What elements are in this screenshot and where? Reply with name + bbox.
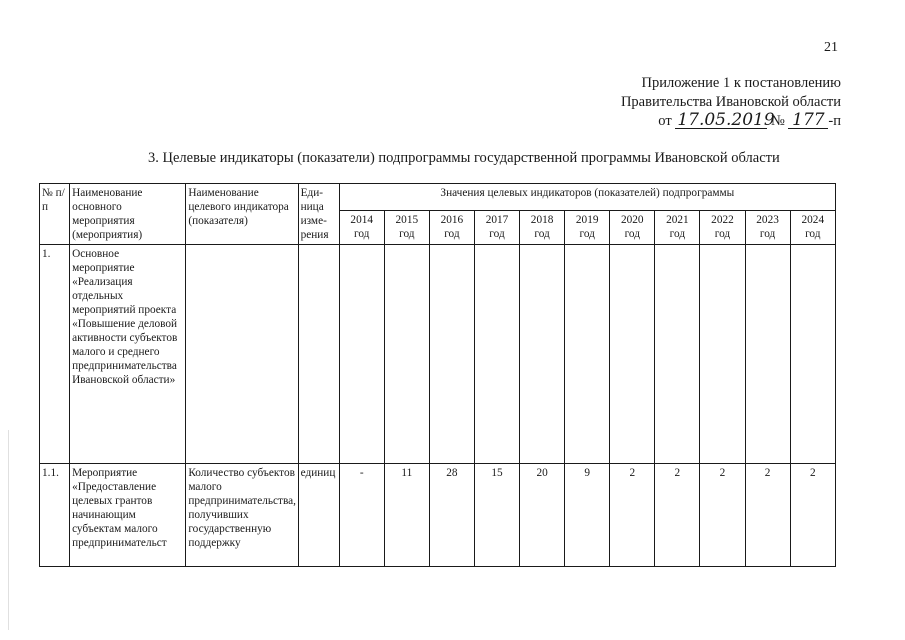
cell-value [474,245,519,464]
year-word: год [669,228,686,240]
cell-value [655,245,700,464]
number-suffix: -п [828,113,841,129]
from-label: от [658,113,672,129]
handwritten-date: 17.05.2019 [677,110,775,130]
year-number: 2020 [620,214,644,226]
approval-block [621,74,841,131]
header-year [474,211,519,245]
header-year [745,211,790,245]
cell-value [700,245,745,464]
header-num: № п/п [40,184,70,245]
header-year [339,211,384,245]
cell-event: Мероприятие «Предоставление целевых грантов начинающим субъектам малого предпринимательст [70,464,186,567]
cell-num: 1. [40,245,70,464]
cell-value: 2 [700,464,745,567]
cell-value [520,245,565,464]
header-year [565,211,610,245]
year-word: год [624,228,640,240]
cell-value: 2 [790,464,835,567]
cell-unit: единиц [298,464,339,567]
header-values-group: Значения целевых индикаторов (показателей) подпрограммы [339,184,835,211]
year-word: год [714,228,731,240]
cell-value: 2 [655,464,700,567]
year-word: год [805,228,821,240]
cell-indicator: Количество субъектов малого предпринимательства, получивших государственную поддержку [186,464,298,567]
year-number: 2016 [440,214,464,226]
cell-value [790,245,835,464]
header-year [384,211,429,245]
year-number: 2017 [485,214,509,226]
indicators-table [39,183,836,567]
number-label: № [770,113,785,129]
year-number: 2023 [756,214,779,226]
year-number: 2018 [530,214,554,226]
cell-unit [298,245,339,464]
cell-indicator [186,245,298,464]
year-word: год [399,228,415,240]
year-word: год [534,228,550,240]
approval-line-1: Приложение 1 к постановлению [641,75,841,91]
year-number: 2021 [666,214,689,226]
cell-num: 1.1. [40,464,70,567]
year-word: год [579,228,595,240]
cell-value: 9 [565,464,610,567]
cell-value: 28 [429,464,474,567]
header-year [655,211,700,245]
cell-value: 15 [474,464,519,567]
header-unit: Еди-ница изме-рения [298,184,339,245]
year-word: год [489,228,505,240]
cell-value: 11 [384,464,429,567]
year-number: 2024 [801,214,825,226]
cell-event: Основное мероприятие «Реализация отдельных мероприятий проекта «Повышение деловой активности субъектов малого и среднего предпринимательства Ивановской области» [70,245,186,464]
year-number: 2015 [395,214,419,226]
header-year [429,211,474,245]
year-word: год [354,228,370,240]
cell-value: 20 [520,464,565,567]
approval-line-2: Правительства Ивановской области [620,94,841,110]
document-title: 3. Целевые индикаторы (показатели) подпрограммы государственной программы Ивановской области [148,150,780,166]
year-word: год [759,228,776,240]
header-event-name: Наименование основного мероприятия (мероприятия) [70,184,186,245]
table-row [40,245,836,464]
cell-value [429,245,474,464]
cell-value [565,245,610,464]
cell-value [339,245,384,464]
header-year [610,211,655,245]
cell-value: 2 [745,464,790,567]
page-number: 21 [824,40,838,55]
cell-value [384,245,429,464]
cell-value: 2 [610,464,655,567]
year-number: 2022 [711,214,734,226]
scan-margin-line [8,430,9,630]
header-row-1 [40,184,836,211]
year-word: год [444,228,460,240]
handwritten-number: 177 [788,112,828,129]
cell-value: - [339,464,384,567]
year-number: 2014 [350,214,374,226]
cell-value [745,245,790,464]
header-year [700,211,745,245]
approval-line-3 [621,112,841,131]
cell-value [610,245,655,464]
header-year [790,211,835,245]
header-year [520,211,565,245]
header-indicator-name: Наименование целевого индикатора (показателя) [186,184,298,245]
table-row [40,464,836,567]
year-number: 2019 [575,214,599,226]
